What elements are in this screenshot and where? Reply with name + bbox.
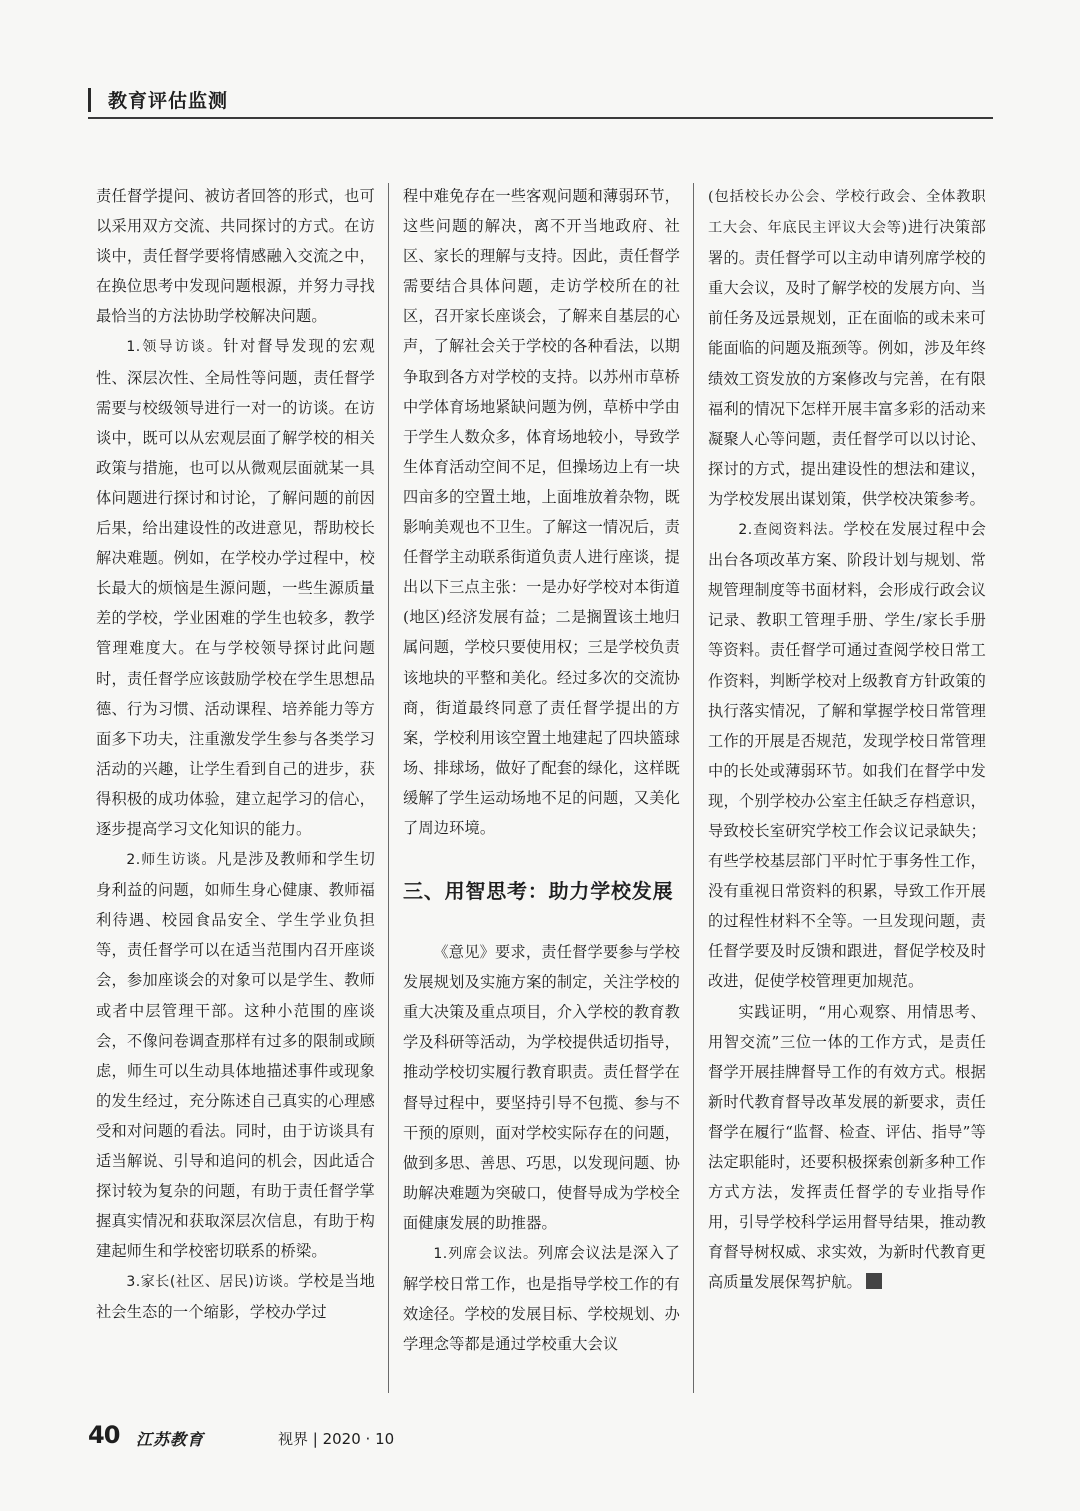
paragraph-body: 进行决策部署的。责任督学可以主动申请列席学校的重大会议，及时了解学校的发展方向、当前任务及远景规划，正在面临的或未来可能面临的问题及瓶颈等。例如，涉及年终绩效工资发放的方案修改与完善，在有限福利的情况下怎样开展丰富多彩的活动来凝聚人心等问题，责任督学可以以讨论、探讨的方式，提出建设性的想法和建议，为学校发展出谋划策，供学校决策参考。 [708, 218, 987, 508]
paragraph-body: 学校在发展过程中会出台各项改革方案、阶段计划与规划、常规管理制度等书面材料，会形成行政会议记录、教职工管理手册、学生/家长手册等资料。责任督学可通过查阅学校日常工作资料，判断学校对上级教育方针政策的执行落实情况，了解和掌握学校日常管理工作的开展是否规范，发现学校日常管理中的长处或薄弱环节。如我们在督学中发现，个别学校办公室主任缺乏存档意识，导致校长室研究学校工作会议记录缺失；有些学校基层部门平时忙于事务性工作，没有重视日常资料的积累，导致工作开展的过程性材料不全等。一旦发现问题，责任督学要及时反馈和跟进，督促学校及时改进，促使学校管理更加规范。 [708, 520, 986, 991]
paragraph-teacher-student-interview [96, 844, 375, 1266]
subheading-meeting-method: 1.列席会议法。 [433, 1246, 538, 1262]
publication-info: 视界 | 2020 · 10 [278, 1430, 395, 1448]
header-divider [88, 117, 993, 119]
publication-logo: 江苏教育 [136, 1430, 205, 1449]
subheading-teacher-student-interview: 2.师生访谈。 [126, 852, 217, 869]
paragraph-body: 凡是涉及教师和学生切身利益的问题，如师生身心健康、教师福利待遇、校园食品安全、学生学业负担等，责任督学可以在适当范围内召开座谈会，参加座谈会的对象可以是学生、教师或者中层管理干部。这种小范围的座谈会，不像问卷调查那样有过多的限制或顾虑，师生可以生动具体地描述事件或现象的发生经过，充分陈述自己真实的心理感受和对问题的看法。同时，由于访谈具有适当解说、引导和追问的机会，因此适合探讨较为复杂的问题，有助于责任督学掌握真实情况和获取深层次信息，有助于构建起师生和学校密切联系的桥梁。 [96, 850, 376, 1261]
paragraph-conclusion [708, 997, 986, 1298]
paragraph-body: 列席会议法是深入了解学校日常工作，也是指导学校工作的有效途径。学校的发展目标、学校规划、办学理念等都是通过学校重大会议 [403, 1244, 680, 1354]
paragraph-body: 学校是当地社会生态的一个缩影，学校办学过 [96, 1272, 376, 1322]
column-divider-2 [693, 183, 694, 1393]
text-column-3 [708, 181, 986, 1297]
header-accent-bar [88, 88, 91, 112]
parenthetical-note: (包括校长办公会、学校行政会、全体教职工大会、年底民主评议大会等) [708, 189, 986, 237]
paragraph-body: 针对督导发现的宏观性、深层次性、全局性等问题，责任督学需要与校级领导进行一对一的访谈。在访谈中，既可以从宏观层面了解学校的相关政策与措施，也可以从微观层面就某一具体问题进行探讨和讨论，了解问题的前因后果，给出建设性的改进意见，帮助校长解决难题。例如，在学校办学过程中，校长最大的烦恼是生源问题，一些生源质量差的学校，学业困难的学生也较多，教学管理难度大。在与学校领导探讨此问题时，责任督学应该鼓励学校在学生思想品德、行为习惯、活动课程、培养能力等方面多下功夫，注重激发学生参与各类学习活动的兴趣，让学生看到自己的进步，获得积极的成功体验，建立起学习的信心，逐步提高学习文化知识的能力。 [96, 337, 375, 838]
page-number: 40 [88, 1421, 120, 1449]
running-header [88, 86, 993, 116]
paragraph [708, 181, 986, 514]
paragraph: 《意见》要求，责任督学要参与学校发展规划及实施方案的制定，关注学校的重大决策及重点项目，介入学校的教育教学及科研等活动，为学校提供适切指导，推动学校切实履行教育职责。责任督学在督导过程中，要坚持引导不包揽、参与不干预的原则，面对学校实际存在的问题，做到多思、善思、巧思，以发现问题、协助解决难题为突破口，使督导成为学校全面健康发展的助推器。 [403, 943, 680, 1232]
paragraph-document-review [708, 514, 986, 997]
paragraph-leader-interview [96, 331, 375, 844]
paragraph-meeting-method [403, 1238, 680, 1359]
section-heading: 三、用智思考：助力学校发展 [403, 879, 674, 904]
column-divider-1 [388, 183, 389, 1393]
paragraph: 程中难免存在一些客观问题和薄弱环节，这些问题的解决，离不开当地政府、社区、家长的理解与支持。因此，责任督学需要结合具体问题，走访学校所在的社区，召开家长座谈会，了解来自基层的心声，了解社会关于学校的各种看法，以期争取到各方对学校的支持。以苏州市草桥中学体育场地紧缺问题为例，草桥中学由于学生人数众多，体育场地较小，导致学生体育活动空间不足，但操场边上有一块四亩多的空置土地，上面堆放着杂物，既影响美观也不卫生。了解这一情况后，责任督学主动联系街道负责人进行座谈，提出以下三点主张：一是办好学校对本街道(地区)经济发展有益；二是搁置该土地归属问题，学校只要使用权；三是学校负责该地块的平整和美化。经过多次的交流协商，街道最终同意了责任督学提出的方案，学校利用该空置土地建起了四块篮球场、排球场，做好了配套的绿化，这样既缓解了学生运动场地不足的问题，又美化了周边环境。 [403, 187, 680, 837]
subheading-parent-interview: 3.家长(社区、居民)访谈。 [126, 1274, 298, 1291]
text-column-2 [403, 181, 680, 1359]
paragraph: 责任督学提问、被访者回答的形式，也可以采用双方交流、共同探讨的方式。在访谈中，责任督学要将情感融入交流之中，在换位思考中发现问题根源，并努力寻找最恰当的方法协助学校解决问题。 [96, 187, 375, 326]
section-title: 教育评估监测 [108, 90, 229, 112]
text-column-1 [96, 181, 375, 1328]
subheading-leader-interview: 1.领导访谈。 [126, 339, 224, 356]
end-mark-icon [866, 1273, 882, 1289]
subheading-document-review: 2.查阅资料法。 [738, 522, 844, 539]
paragraph-parent-interview [96, 1266, 375, 1327]
paragraph-body: 实践证明，“用心观察、用情思考、用智交流”三位一体的工作方式，是责任督学开展挂牌督导工作的有效方式。根据新时代教育督导改革发展的新要求，责任督学在履行“监督、检查、评估、指导”等法定职能时，还要积极探索创新多种工作方式方法，发挥责任督学的专业指导作用，引导学校科学运用督导结果，推动教育督导树权威、求实效，为新时代教育更高质量发展保驾护航。 [708, 1002, 986, 1292]
